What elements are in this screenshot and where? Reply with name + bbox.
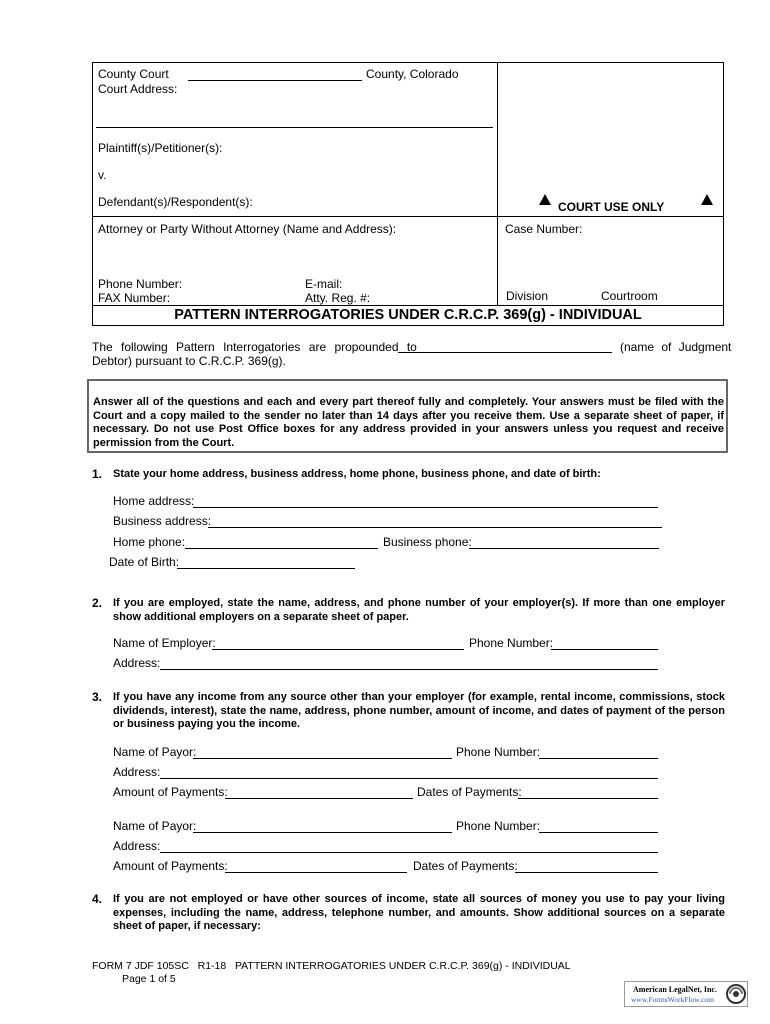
logo-website: www.FormsWorkFlow.com bbox=[631, 995, 715, 1004]
home-phone-field[interactable] bbox=[185, 548, 378, 549]
payor1-phone-field[interactable] bbox=[539, 758, 658, 759]
q4-number: 4. bbox=[92, 892, 103, 906]
payor2-name-label: Name of Payor: bbox=[113, 819, 197, 833]
q3-number: 3. bbox=[92, 690, 103, 704]
division-label: Division bbox=[506, 289, 549, 303]
home-address-label: Home address: bbox=[113, 494, 195, 508]
business-address-field[interactable] bbox=[208, 527, 662, 528]
employer-phone-field[interactable] bbox=[551, 649, 658, 650]
up-arrow-right-icon bbox=[701, 194, 713, 205]
payor2-amount-field[interactable] bbox=[225, 872, 407, 873]
payor1-phone-label: Phone Number: bbox=[456, 745, 541, 759]
dob-field[interactable] bbox=[177, 568, 355, 569]
page-title: PATTERN INTERROGATORIES UNDER C.R.C.P. 369(g) - INDIVIDUAL bbox=[174, 307, 642, 323]
dob-label: Date of Birth: bbox=[109, 555, 180, 569]
defendant-label: Defendant(s)/Respondent(s): bbox=[98, 195, 253, 209]
employer-phone-label: Phone Number: bbox=[469, 636, 554, 650]
caption-divider-title bbox=[92, 305, 724, 306]
intro-text-2: (name of Judgment bbox=[620, 340, 732, 354]
home-address-field[interactable] bbox=[193, 507, 658, 508]
instructions-box: Answer all of the questions and each and every part thereof fully and completely. Your answers must be filed with the Court and a copy mailed to the sender no later than 14 days after you receive them. Use a separate sheet of paper, if necessary. Do not use Post Office boxes for any address provided in your answers unless you request and receive permission from the Court. bbox=[87, 379, 728, 453]
up-arrow-left-icon bbox=[539, 194, 551, 205]
employer-name-label: Name of Employer: bbox=[113, 636, 216, 650]
county-colorado-label: County, Colorado bbox=[366, 67, 459, 81]
logo-company-name: American LegalNet, Inc. bbox=[633, 985, 717, 994]
payor1-name-label: Name of Payor: bbox=[113, 745, 197, 759]
business-phone-field[interactable] bbox=[469, 548, 659, 549]
caption-divider-attorney bbox=[92, 216, 724, 217]
email-label: E-mail: bbox=[305, 277, 343, 291]
payor2-address-field[interactable] bbox=[160, 852, 658, 853]
employer-address-field[interactable] bbox=[160, 669, 658, 670]
q1-number: 1. bbox=[92, 467, 103, 481]
payor1-address-field[interactable] bbox=[160, 778, 658, 779]
payor1-amount-field[interactable] bbox=[225, 798, 413, 799]
payor2-phone-label: Phone Number: bbox=[456, 819, 541, 833]
business-address-label: Business address: bbox=[113, 514, 212, 528]
intro-text-3: Debtor) pursuant to C.R.C.P. 369(g). bbox=[92, 354, 286, 368]
employer-address-label: Address: bbox=[113, 656, 161, 670]
footer-form-id: FORM 7 JDF 105SC R1-18 PATTERN INTERROGATORIES UNDER C.R.C.P. 369(g) - INDIVIDUAL bbox=[92, 960, 571, 972]
courtroom-label: Courtroom bbox=[601, 289, 658, 303]
v-label: v. bbox=[98, 168, 107, 182]
county-name-field[interactable] bbox=[188, 80, 362, 81]
payor1-address-label: Address: bbox=[113, 765, 161, 779]
business-phone-label: Business phone: bbox=[383, 535, 472, 549]
caption-vertical-divider bbox=[497, 62, 498, 306]
employer-name-field[interactable] bbox=[212, 649, 464, 650]
caption-box bbox=[92, 62, 724, 326]
footer-page-number: Page 1 of 5 bbox=[122, 973, 176, 985]
q2-text: If you are employed, state the name, address, and phone number of your employer(s). If more than one employer show additional employers on a separate sheet of paper. bbox=[113, 597, 725, 623]
payor2-phone-field[interactable] bbox=[539, 832, 658, 833]
q4-text: If you are not employed or have other sources of income, state all sources of money you use to pay your living expenses, including the name, address, telephone number, and amounts. Show additional sources on a separate sheet of paper, if necessary: bbox=[113, 893, 725, 932]
court-address-label: Court Address: bbox=[98, 82, 178, 96]
home-phone-label: Home phone: bbox=[113, 535, 186, 549]
logo-swirl-icon bbox=[725, 983, 747, 1005]
payor2-address-label: Address: bbox=[113, 839, 161, 853]
court-address-field[interactable] bbox=[96, 127, 493, 128]
intro-text-1: The following Pattern Interrogatories are propounded to bbox=[92, 340, 417, 354]
payor2-dates-field[interactable] bbox=[515, 872, 658, 873]
payor1-dates-field[interactable] bbox=[518, 798, 658, 799]
q2-number: 2. bbox=[92, 596, 103, 610]
fax-number-label: FAX Number: bbox=[98, 291, 171, 305]
phone-number-label: Phone Number: bbox=[98, 277, 183, 291]
q1-text: State your home address, business address, home phone, business phone, and date of birth: bbox=[113, 468, 601, 480]
plaintiff-label: Plaintiff(s)/Petitioner(s): bbox=[98, 141, 223, 155]
atty-reg-label: Atty. Reg. #: bbox=[305, 291, 371, 305]
payor1-dates-label: Dates of Payments: bbox=[417, 785, 522, 799]
payor2-amount-label: Amount of Payments: bbox=[113, 859, 228, 873]
payor1-name-field[interactable] bbox=[193, 758, 452, 759]
county-court-label: County Court bbox=[98, 67, 169, 81]
q3-text: If you have any income from any source other than your employer (for example, rental income, commissions, stock dividends, interest), state the name, address, phone number, amount of income, and dates of payment of the person or business paying you the income. bbox=[113, 691, 725, 730]
court-use-only-label: COURT USE ONLY bbox=[558, 200, 665, 214]
payor1-amount-label: Amount of Payments: bbox=[113, 785, 228, 799]
payor2-dates-label: Dates of Payments: bbox=[413, 859, 518, 873]
attorney-label: Attorney or Party Without Attorney (Name and Address): bbox=[98, 222, 397, 236]
american-legalnet-logo bbox=[624, 981, 748, 1007]
payor2-name-field[interactable] bbox=[193, 832, 452, 833]
judgment-debtor-name-field[interactable] bbox=[398, 352, 612, 353]
case-number-label: Case Number: bbox=[505, 222, 583, 236]
